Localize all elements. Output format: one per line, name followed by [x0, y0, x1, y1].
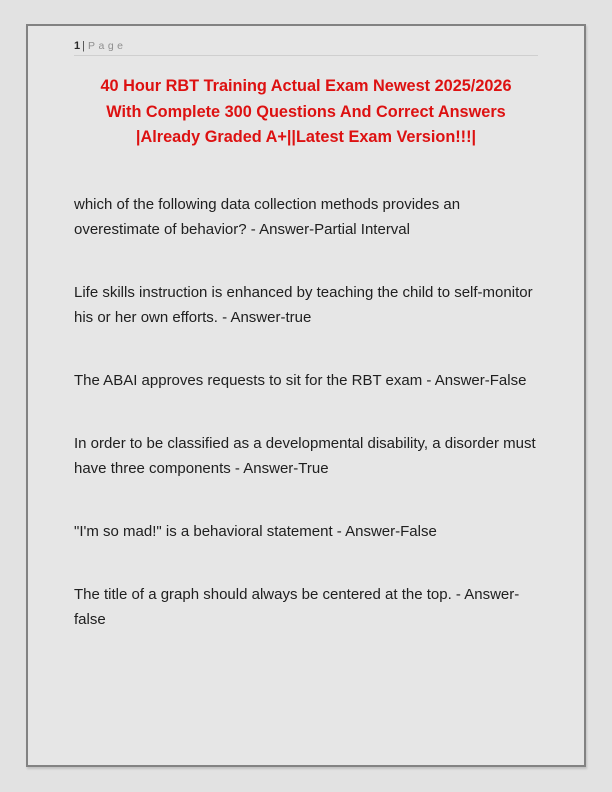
exam-title — [74, 74, 538, 151]
exam-title-line-2: With Complete 300 Questions And Correct Answers — [106, 102, 506, 121]
page-number-separator: | — [82, 40, 85, 52]
qa-item: The title of a graph should always be centered at the top. - Answer-false — [74, 585, 520, 628]
qa-item: In order to be classified as a developmental disability, a disorder must have three components - Answer-True — [74, 434, 536, 477]
qa-item: The ABAI approves requests to sit for the RBT exam - Answer-False — [74, 371, 527, 389]
exam-title-line-1: 40 Hour RBT Training Actual Exam Newest 2025/2026 — [100, 77, 512, 95]
page-header — [74, 26, 538, 56]
page-number: 1 — [74, 40, 81, 52]
exam-title-line-3: |Already Graded A+||Latest Exam Version!!!| — [135, 128, 477, 146]
qa-list — [74, 192, 538, 632]
document-page — [26, 24, 586, 767]
qa-item: "I'm so mad!" is a behavioral statement - Answer-False — [74, 522, 437, 540]
qa-item: Life skills instruction is enhanced by teaching the child to self-monitor his or her own efforts. - Answer-true — [74, 283, 533, 326]
qa-item: which of the following data collection methods provides an overestimate of behavior? - Answer-Partial Interval — [74, 195, 461, 238]
page-header-label: Page — [87, 40, 127, 52]
